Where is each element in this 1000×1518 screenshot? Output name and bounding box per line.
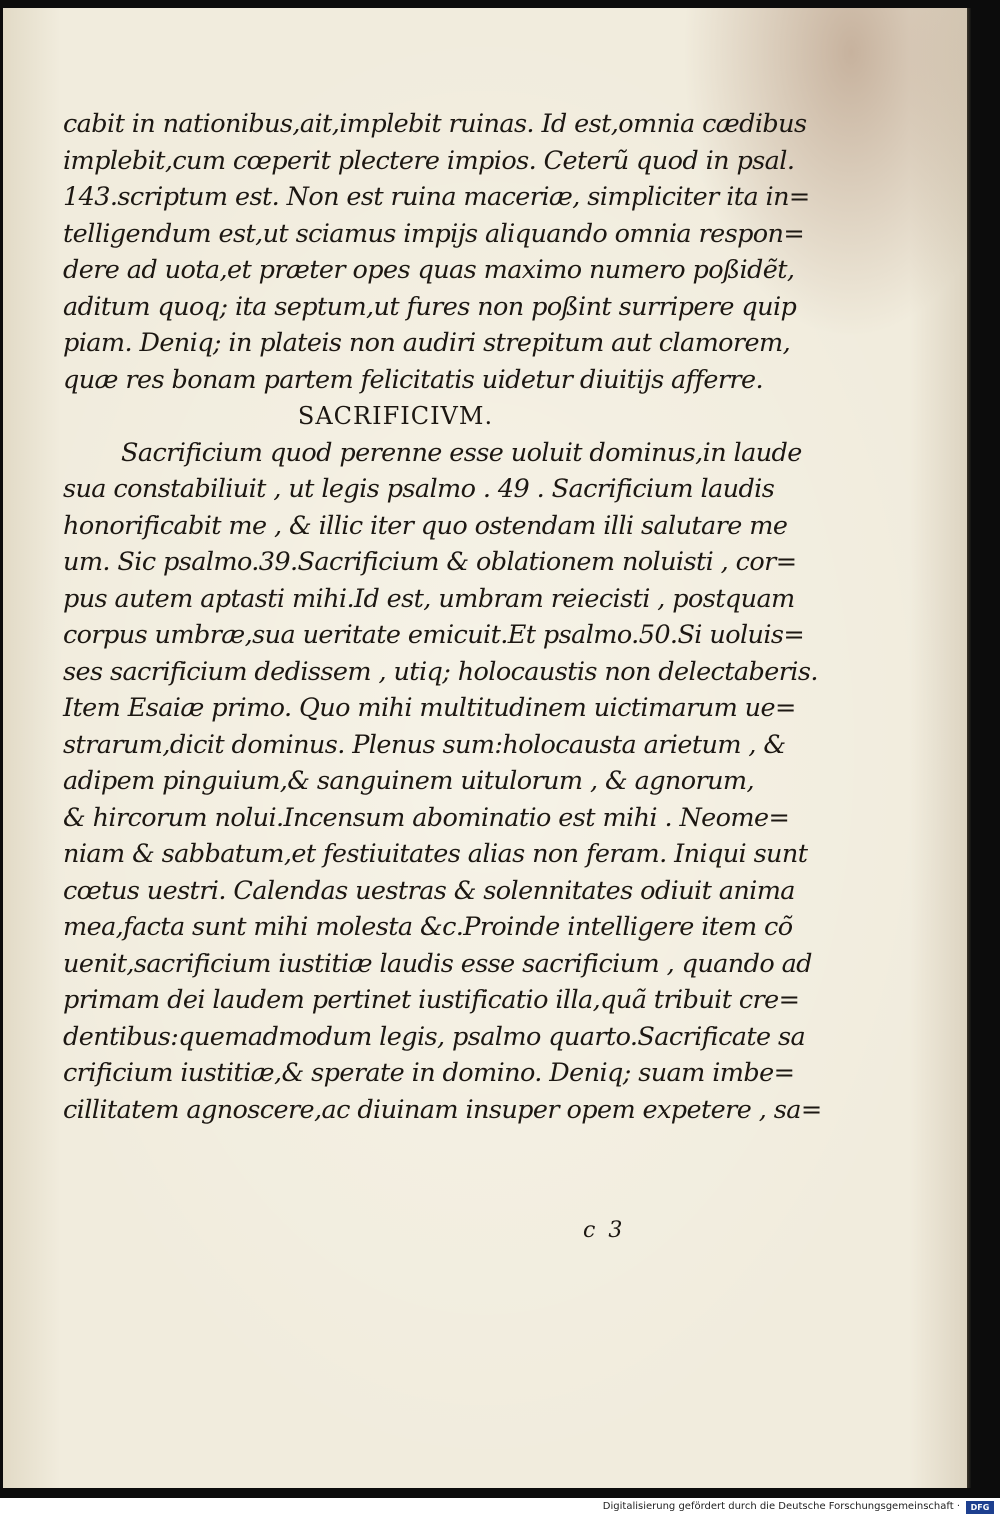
text-line: niam & sabbatum,et festiuitates alias non feram. Iniqui sunt <box>63 839 808 869</box>
text-line: Item Esaiæ primo. Quo mihi multitudinem uictimarum ue= <box>63 693 796 723</box>
text-line: sua constabiliuit , ut legis psalmo . 49 . Sacrificium laudis <box>63 474 775 504</box>
text-line: implebit,cum cœperit plectere impios. Ceterũ quod in psal. <box>63 145 795 176</box>
text-line: cœtus uestri. Calendas uestras & solennitates odiuit anima <box>63 875 795 906</box>
text-line: 143.scriptum est. Non est ruina maceriæ, simpliciter ita in= <box>63 182 810 212</box>
dfg-logo: DFG <box>966 1501 994 1514</box>
text-line: corpus umbræ,sua ueritate emicuit.Et psalmo.50.Si uoluis= <box>63 620 805 650</box>
text-line: telligendum est,ut sciamus impijs aliquando omnia respon= <box>63 218 805 249</box>
text-line: uenit,sacrificium iustitiæ laudis esse sacrificium , quando ad <box>63 948 812 979</box>
section-heading: SACRIFICIVM. <box>297 402 494 430</box>
text-line: dentibus:quemadmodum legis, psalmo quarto.Sacrificate sa <box>63 1021 806 1052</box>
funding-note: Digitalisierung gefördert durch die Deutsche Forschungsgemeinschaft · <box>602 1501 960 1512</box>
footer-bar <box>0 1498 1000 1518</box>
text-line: quæ res bonam partem felicitatis uidetur diuitijs afferre. <box>63 364 764 395</box>
text-line: Sacrificium quod perenne esse uoluit dominus,in laude <box>121 437 802 468</box>
text-line: honorificabit me , & illic iter quo ostendam illi salutare me <box>63 510 788 541</box>
text-line: adipem pinguium,& sanguinem uitulorum , & agnorum, <box>63 766 754 796</box>
page-edge <box>967 8 971 1488</box>
signature-mark: c 3 <box>583 1218 626 1243</box>
text-line: strarum,dicit dominus. Plenus sum:holocausta arietum , & <box>63 729 786 760</box>
text-line: crificium iustitiæ,& sperate in domino. Deniq; suam imbe= <box>63 1058 795 1088</box>
text-line: cabit in nationibus,ait,implebit ruinas. Id est,omnia cædibus <box>63 109 807 139</box>
text-line: mea,facta sunt mihi molesta &c.Proinde intelligere item cõ <box>63 912 793 942</box>
text-line: piam. Deniq; in plateis non audiri strepitum aut clamorem, <box>63 328 791 358</box>
text-line: primam dei laudem pertinet iustificatio illa,quã tribuit cre= <box>63 985 800 1015</box>
text-line: aditum quoq; ita septum,ut fures non poßint surripere quip <box>63 291 797 322</box>
text-line: um. Sic psalmo.39.Sacrificium & oblationem noluisti , cor= <box>63 547 797 577</box>
text-line: & hircorum nolui.Incensum abominatio est mihi . Neome= <box>63 802 790 833</box>
page-text <box>63 106 822 1128</box>
text-line: dere ad uota,et præter opes quas maximo numero poßidẽt, <box>63 255 795 285</box>
text-line: pus autem aptasti mihi.Id est, umbram reiecisti , postquam <box>63 583 795 614</box>
text-line: cillitatem agnoscere,ac diuinam insuper opem expetere , sa= <box>63 1094 822 1125</box>
text-line: ses sacrificium dedissem , utiq; holocaustis non delectaberis. <box>63 656 818 687</box>
